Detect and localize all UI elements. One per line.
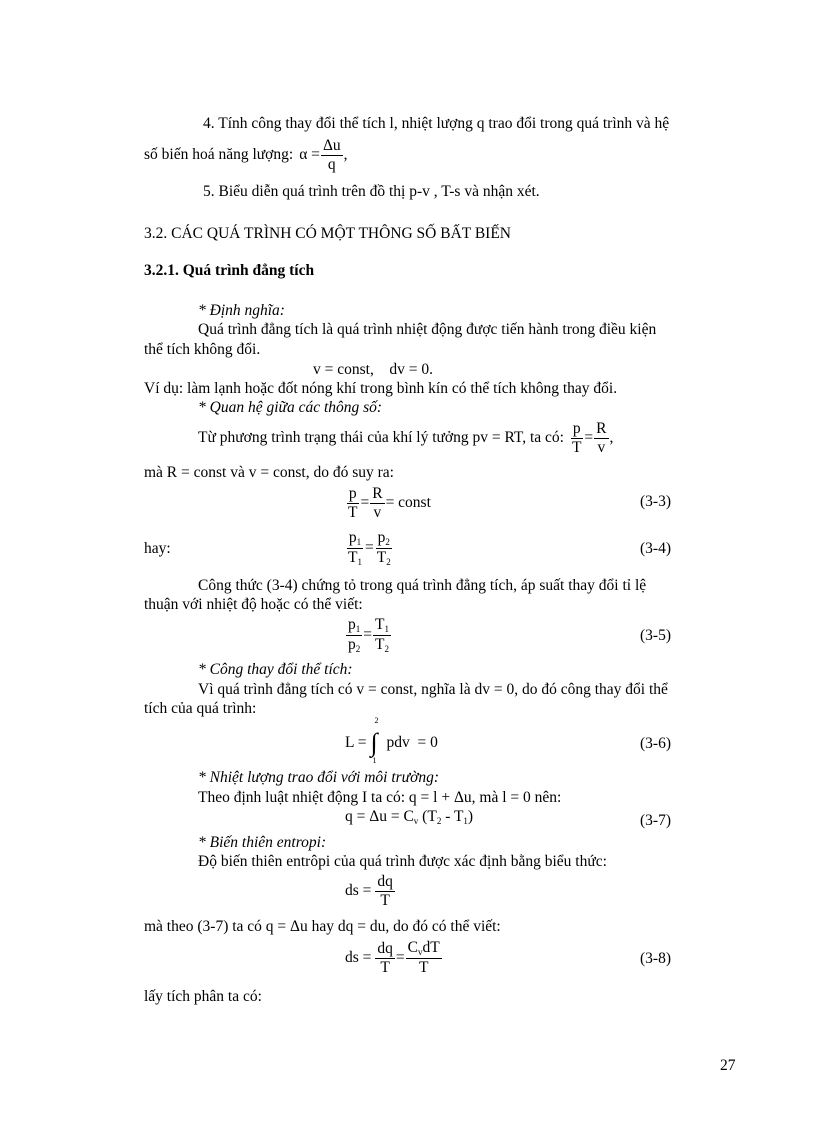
integral-group xyxy=(370,716,385,765)
fraction-denominator: T xyxy=(418,958,429,976)
work-rhs: pdv = 0 xyxy=(386,733,438,751)
definition-formula: v = const, dv = 0. xyxy=(313,361,433,378)
equation-number-3-5: (3-5) xyxy=(640,627,671,644)
R-over-v-fraction xyxy=(370,485,384,522)
fraction-denominator: T xyxy=(348,503,358,521)
fraction-numerator: p xyxy=(348,484,357,502)
T1-over-T2-fraction xyxy=(373,616,391,654)
equals-sign: = xyxy=(364,538,374,556)
equation-3-8 xyxy=(345,937,443,979)
subsection-title: 3.2.1. Quá trình đẳng tích xyxy=(144,262,315,279)
T-symbol: T xyxy=(348,548,358,566)
entropy-eq-ds xyxy=(345,870,396,912)
hay-label: hay: xyxy=(144,540,171,557)
fraction-numerator: dq xyxy=(377,872,393,890)
exercise-item-4-line1: 4. Tính công thay đổi thể tích l, nhiệt lượng q trao đổi trong quá trình và hệ xyxy=(203,115,670,132)
integral-sign: ∫ xyxy=(370,728,378,757)
integral-upper-limit: 2 xyxy=(374,716,379,725)
fraction-denominator xyxy=(375,549,393,567)
equals-sign: = xyxy=(584,428,594,446)
entropy-line3: lấy tích phân ta có: xyxy=(144,988,262,1005)
relation-line4: thuận với nhiệt độ hoặc có thể viết: xyxy=(144,596,363,613)
ds-label: ds = xyxy=(345,948,372,966)
work-lhs: L = xyxy=(345,733,367,751)
subscript: 2 xyxy=(384,643,389,654)
fraction-denominator xyxy=(346,549,364,567)
equals-sign: = xyxy=(395,948,405,966)
alpha-comma: , xyxy=(343,145,348,163)
ds-label: ds = xyxy=(345,881,372,899)
definition-line1: Quá trình đẳng tích là quá trình nhiệt động được tiến hành trong điều kiện xyxy=(198,321,657,338)
subscript: 1 xyxy=(463,816,468,826)
fraction-denominator: v xyxy=(373,503,382,521)
heat-heading: * Nhiệt lượng trao đổi với môi trường: xyxy=(198,769,440,786)
relation-heading: * Quan hệ giữa các thông số: xyxy=(198,399,383,416)
heat-formula-d: ) xyxy=(467,808,474,825)
T-symbol: T xyxy=(375,635,385,653)
work-line1: Vì quá trình đẳng tích có v = const, nghĩa là dv = 0, do đó công thay đổi thể xyxy=(198,681,668,698)
fraction-numerator: R xyxy=(372,484,383,502)
const-text: = const xyxy=(385,493,431,511)
entropy-line2: mà theo (3-7) ta có q = Δu hay dq = du, do đó có thể viết: xyxy=(144,918,501,935)
fraction-numerator xyxy=(346,616,362,635)
fraction-numerator: dq xyxy=(377,939,393,957)
exercise-item-5: 5. Biểu diễn quá trình trên đồ thị p-v , T-s và nhận xét. xyxy=(203,183,540,200)
work-line2: tích của quá trình: xyxy=(144,700,257,717)
heat-line1: Theo định luật nhiệt động I ta có: q = l + Δu, mà l = 0 nên: xyxy=(198,789,562,806)
p-over-T-fraction xyxy=(570,420,583,457)
equation-number-3-7: (3-7) xyxy=(640,812,671,829)
heat-formula-c: - T xyxy=(441,808,464,825)
p1-over-T1-fraction xyxy=(346,529,364,567)
equation-number-3-6: (3-6) xyxy=(640,735,671,752)
R-over-v-fraction xyxy=(594,420,608,457)
comma: , xyxy=(609,428,614,446)
heat-formula-b: (T xyxy=(418,808,437,825)
heat-formula-a: q = Δu = C xyxy=(345,808,414,825)
fraction-numerator xyxy=(373,616,391,635)
CvdT-over-T-fraction xyxy=(406,939,442,976)
dq-over-T-fraction xyxy=(375,873,395,910)
cv-symbol: C xyxy=(407,939,418,957)
exercise-item-4-line2 xyxy=(144,135,348,175)
fraction-numerator: p xyxy=(572,419,581,437)
fraction-denominator xyxy=(373,636,391,654)
subscript: 2 xyxy=(386,556,391,567)
subscript: 2 xyxy=(385,537,390,548)
p-symbol: p xyxy=(348,635,356,653)
fraction-denominator: T xyxy=(380,891,390,909)
subscript: 2 xyxy=(436,816,442,826)
fraction-denominator: v xyxy=(597,438,606,456)
equation-3-6 xyxy=(345,716,438,766)
fraction-denominator: T xyxy=(380,958,390,976)
equation-number-3-3: (3-3) xyxy=(640,493,671,510)
fraction-numerator xyxy=(347,529,363,548)
page-number: 27 xyxy=(720,1057,736,1074)
subscript: 1 xyxy=(356,537,362,548)
fraction-denominator xyxy=(346,636,362,654)
alpha-fraction xyxy=(321,137,343,174)
section-title: 3.2. CÁC QUÁ TRÌNH CÓ MỘT THÔNG SỐ BẤT BIẾN xyxy=(144,225,512,242)
equation-3-3 xyxy=(345,482,431,524)
definition-line2: thể tích không đổi. xyxy=(144,341,261,358)
equals-sign: = xyxy=(363,625,372,643)
alpha-numerator: Δu xyxy=(322,136,341,154)
p-symbol: p xyxy=(348,529,357,547)
subscript: v xyxy=(418,947,423,958)
equation-number-3-4: (3-4) xyxy=(640,540,671,557)
equation-3-4 xyxy=(345,527,394,569)
fraction-denominator: T xyxy=(571,438,582,456)
relation-line1 xyxy=(198,417,613,459)
subscript: 2 xyxy=(355,643,361,654)
alpha-denominator: q xyxy=(327,155,336,173)
dq-over-T-fraction xyxy=(375,940,395,977)
entropy-line1: Độ biến thiên entrôpi của quá trình được xác định bằng biểu thức: xyxy=(198,853,607,870)
equals-sign: = xyxy=(360,493,370,511)
entropy-heading: * Biến thiên entropi: xyxy=(198,834,327,851)
dT-symbol: dT xyxy=(422,939,440,957)
alpha-label: α = xyxy=(299,145,320,163)
subscript: 1 xyxy=(384,624,389,635)
definition-example: Ví dụ: làm lạnh hoặc đốt nóng khí trong bình kín có thể tích không thay đổi. xyxy=(144,380,618,397)
heat-formula xyxy=(345,808,473,827)
p-over-T-fraction xyxy=(346,485,359,522)
p2-over-T2-fraction xyxy=(375,529,393,567)
p-symbol: p xyxy=(348,616,356,634)
subscript: 1 xyxy=(355,624,361,635)
relation-line3: Công thức (3-4) chứng tỏ trong quá trình đẳng tích, áp suất thay đổi tỉ lệ xyxy=(198,577,647,594)
T-symbol: T xyxy=(375,616,385,634)
subscript: v xyxy=(413,816,419,826)
equation-3-5 xyxy=(345,614,392,656)
fraction-numerator xyxy=(406,939,442,958)
p1-over-p2-fraction xyxy=(346,616,362,654)
T-symbol: T xyxy=(376,548,387,566)
fraction-numerator: R xyxy=(596,419,607,437)
work-heading: * Công thay đổi thể tích: xyxy=(198,661,353,678)
definition-heading: * Định nghĩa: xyxy=(198,302,285,319)
relation-text: Từ phương trình trạng thái của khí lý tưởng pv = RT, ta có: xyxy=(198,428,564,446)
p-symbol: p xyxy=(377,529,386,547)
fraction-numerator xyxy=(376,529,392,548)
relation-line2: mà R = const và v = const, do đó suy ra: xyxy=(144,464,394,481)
integral-lower-limit: 1 xyxy=(372,756,377,765)
equation-number-3-8: (3-8) xyxy=(640,950,671,967)
exercise-item-4-text: số biến hoá năng lượng: xyxy=(144,145,294,163)
subscript: 1 xyxy=(357,556,362,567)
